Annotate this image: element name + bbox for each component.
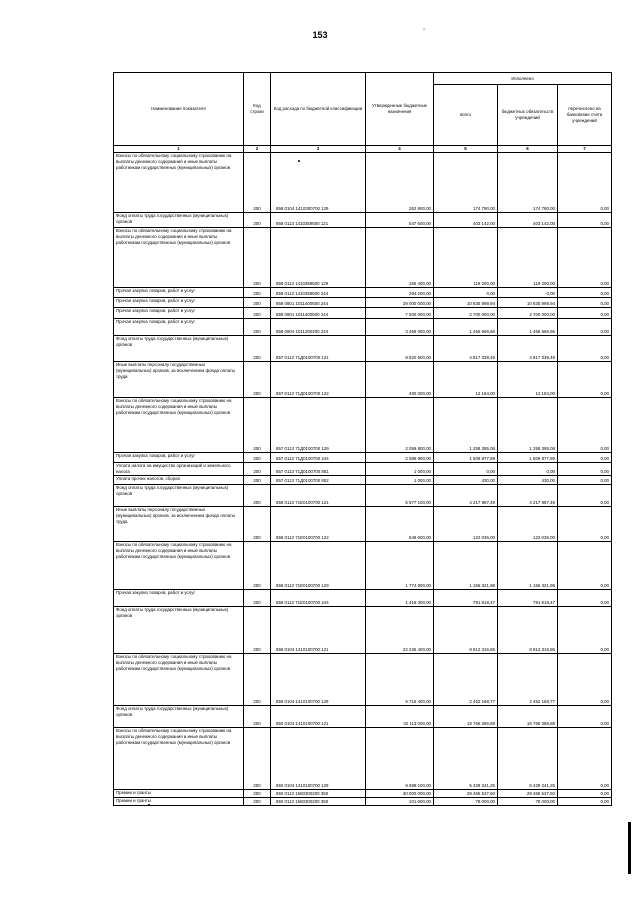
row-transferred-cell: 0,00 xyxy=(558,542,612,590)
row-budget-cell: 12 184,00 xyxy=(498,362,558,398)
row-budget-cell: 430,00 xyxy=(498,476,558,485)
row-total-cell: 29 465 537,60 xyxy=(434,790,498,798)
row-transferred-cell: 0,00 xyxy=(558,336,612,362)
table-row xyxy=(114,590,612,607)
row-total-cell: 174 790,00 xyxy=(434,153,498,213)
row-code-cell: 200 xyxy=(244,607,271,654)
row-total-cell: 2 700 000,00 xyxy=(434,308,498,319)
row-budget-cell: 122 036,00 xyxy=(498,507,558,542)
row-budget-cell: 119 200,00 xyxy=(498,228,558,288)
row-total-cell: 4 217 987,49 xyxy=(434,485,498,507)
row-budget-cell: 78 000,00 xyxy=(498,798,558,806)
header-approved: Утвержденные бюджетные назначения xyxy=(366,73,434,146)
row-total-cell: 122 036,00 xyxy=(434,507,498,542)
table-row xyxy=(114,463,612,476)
report-table xyxy=(113,72,612,806)
table-row xyxy=(114,453,612,463)
table-row xyxy=(114,706,612,728)
scan-edge-bar xyxy=(628,822,631,874)
row-total-cell: 1 258 395,08 xyxy=(434,398,498,453)
row-approved-cell: 101 600,00 xyxy=(366,798,434,806)
row-approved-cell: 29 000 000,00 xyxy=(366,298,434,308)
row-code-cell: 200 xyxy=(244,463,271,476)
row-class-cell: 860 0104 1410100700 129 xyxy=(271,728,366,790)
row-transferred-cell: 0,00 xyxy=(558,798,612,806)
row-name-cell: Прочая закупка товаров, работ и услуг xyxy=(114,453,244,463)
row-class-cell: 858 0104 1410300700 129 xyxy=(271,153,366,213)
row-approved-cell: 294 200,00 xyxy=(366,288,434,298)
row-transferred-cell: 0,00 xyxy=(558,607,612,654)
row-code-cell: 200 xyxy=(244,798,271,806)
row-budget-cell: 4 817 039,49 xyxy=(498,336,558,362)
row-name-cell: Премии и гранты xyxy=(114,790,244,798)
table-row xyxy=(114,362,612,398)
table-row xyxy=(114,607,612,654)
row-code-cell: 200 xyxy=(244,336,271,362)
row-name-cell: Фонд оплаты труда государственных (муниципальных) органов xyxy=(114,607,244,654)
row-budget-cell: 1 258 395,08 xyxy=(498,398,558,453)
row-total-cell: 791 818,47 xyxy=(434,590,498,607)
table-row xyxy=(114,542,612,590)
row-total-cell: 2 452 168,77 xyxy=(434,654,498,706)
scan-mark: › xyxy=(423,27,425,33)
header-row-code: Код строки xyxy=(244,73,271,146)
row-budget-cell: 1 466 666,66 xyxy=(498,319,558,336)
column-number: 2 xyxy=(244,146,271,153)
row-class-cell: 857 0113 71Д0100700 129 xyxy=(271,398,366,453)
row-total-cell: 119 200,00 xyxy=(434,228,498,288)
row-class-cell: 858 0113 1410359500 244 xyxy=(271,288,366,298)
row-name-cell: Фонд оплаты труда государственных (муниципальных) органов xyxy=(114,213,244,228)
row-class-cell: 858 0113 71Е0100700 129 xyxy=(271,542,366,590)
header-executed: Исполнено xyxy=(434,73,612,85)
row-code-cell: 200 xyxy=(244,298,271,308)
row-name-cell: Иные выплаты персоналу государственных (муниципальных) органов, за исключением фонда оплаты труда xyxy=(114,507,244,542)
row-budget-cell: 2 452 168,77 xyxy=(498,654,558,706)
row-total-cell: 4 817 039,49 xyxy=(434,336,498,362)
row-class-cell: 858 0113 71Е0100700 244 xyxy=(271,590,366,607)
column-number: 5 xyxy=(434,146,498,153)
table-row xyxy=(114,319,612,336)
row-transferred-cell: 0,00 xyxy=(558,485,612,507)
row-approved-cell: 5 877 100,00 xyxy=(366,485,434,507)
scan-dot xyxy=(148,804,150,806)
row-class-cell: 860 0113 1560300200 350 xyxy=(271,798,366,806)
row-name-cell: Прочая закупка товаров, работ и услуг xyxy=(114,288,244,298)
row-name-cell: Взносы по обязательному социальному страхованию на выплаты денежного содержания и иные выплаты работникам государственных (муниципальных) органов xyxy=(114,398,244,453)
row-approved-cell: 549 600,00 xyxy=(366,507,434,542)
row-approved-cell: 1 000,00 xyxy=(366,463,434,476)
row-class-cell: 858 0801 1011400500 244 xyxy=(271,298,366,308)
row-budget-cell: 0,00 xyxy=(498,288,558,298)
row-code-cell: 200 xyxy=(244,542,271,590)
table-row xyxy=(114,228,612,288)
row-code-cell: 200 xyxy=(244,228,271,288)
row-name-cell: Иные выплаты персоналу государственных (муниципальных) органов, за исключением фонда оплаты труда xyxy=(114,362,244,398)
row-name-cell: Прочая закупка товаров, работ и услуг xyxy=(114,308,244,319)
row-budget-cell: 10 835 999,94 xyxy=(498,298,558,308)
row-transferred-cell: 0,00 xyxy=(558,308,612,319)
row-approved-cell: 6 715 400,00 xyxy=(366,654,434,706)
row-approved-cell: 262 900,00 xyxy=(366,153,434,213)
row-class-cell: 858 0113 1410359500 129 xyxy=(271,228,366,288)
row-name-cell: Фонд оплаты труда государственных (муниципальных) органов xyxy=(114,336,244,362)
row-class-cell: 859 0104 1410100700 129 xyxy=(271,654,366,706)
row-total-cell: 1 156 321,98 xyxy=(434,542,498,590)
row-approved-cell: 547 600,00 xyxy=(366,213,434,228)
row-class-cell: 858 0801 1011400500 244 xyxy=(271,308,366,319)
row-transferred-cell: 0,00 xyxy=(558,298,612,308)
column-numbers-row xyxy=(114,146,612,153)
row-approved-cell: 1 774 900,00 xyxy=(366,542,434,590)
row-class-cell: 858 0804 1011200200 244 xyxy=(271,319,366,336)
header-budget-obligations: бюджетных обязательств учреждений xyxy=(498,85,558,146)
row-name-cell: Прочая закупка товаров, работ и услуг xyxy=(114,298,244,308)
row-total-cell: 0,00 xyxy=(434,288,498,298)
row-transferred-cell: 0,00 xyxy=(558,507,612,542)
table-row xyxy=(114,476,612,485)
table-row xyxy=(114,654,612,706)
row-code-cell: 200 xyxy=(244,476,271,485)
row-total-cell: 5 429 241,25 xyxy=(434,728,498,790)
table-row xyxy=(114,485,612,507)
row-approved-cell: 3 459 000,00 xyxy=(366,319,434,336)
row-total-cell: 12 184,00 xyxy=(434,362,498,398)
row-code-cell: 200 xyxy=(244,308,271,319)
row-approved-cell: 2 059 800,00 xyxy=(366,398,434,453)
row-total-cell: 0,00 xyxy=(434,463,498,476)
row-transferred-cell: 0,00 xyxy=(558,398,612,453)
row-class-cell: 858 0113 1410359500 121 xyxy=(271,213,366,228)
row-name-cell: Фонд оплаты труда государственных (муниципальных) органов xyxy=(114,485,244,507)
row-name-cell: Прочая закупка товаров, работ и услуг xyxy=(114,590,244,607)
row-name-cell: Взносы по обязательному социальному страхованию на выплаты денежного содержания и иные выплаты работникам государственных (муниципальных) органов xyxy=(114,542,244,590)
row-transferred-cell: 0,00 xyxy=(558,463,612,476)
row-budget-cell: 29 465 537,60 xyxy=(498,790,558,798)
column-number: 6 xyxy=(498,146,558,153)
row-total-cell: 18 766 386,88 xyxy=(434,706,498,728)
table-row xyxy=(114,298,612,308)
row-approved-cell: 480 300,00 xyxy=(366,362,434,398)
row-budget-cell: 5 429 241,25 xyxy=(498,728,558,790)
row-class-cell: 857 0113 71Д0100700 122 xyxy=(271,362,366,398)
row-class-cell: 860 0104 1410100700 121 xyxy=(271,706,366,728)
row-budget-cell: 174 790,00 xyxy=(498,153,558,213)
table-row xyxy=(114,398,612,453)
row-approved-cell: 8 820 500,00 xyxy=(366,336,434,362)
row-code-cell: 200 xyxy=(244,590,271,607)
row-total-cell: 10 835 999,94 xyxy=(434,298,498,308)
row-transferred-cell: 0,00 xyxy=(558,790,612,798)
row-name-cell: Уплата прочих налогов, сборов xyxy=(114,476,244,485)
row-code-cell: 200 xyxy=(244,213,271,228)
row-approved-cell: 22 236 400,00 xyxy=(366,607,434,654)
row-budget-cell: 4 217 987,49 xyxy=(498,485,558,507)
row-approved-cell: 165 400,00 xyxy=(366,228,434,288)
scan-dot xyxy=(298,160,300,162)
row-class-cell: 859 0104 1410100700 121 xyxy=(271,607,366,654)
row-budget-cell: 1 509 877,89 xyxy=(498,453,558,463)
table-row xyxy=(114,798,612,806)
row-code-cell: 200 xyxy=(244,453,271,463)
row-code-cell: 200 xyxy=(244,319,271,336)
row-approved-cell: 7 500 000,00 xyxy=(366,308,434,319)
row-budget-cell: 403 142,00 xyxy=(498,213,558,228)
row-budget-cell: 791 818,47 xyxy=(498,590,558,607)
row-code-cell: 200 xyxy=(244,654,271,706)
table-row xyxy=(114,213,612,228)
row-total-cell: 1 466 666,66 xyxy=(434,319,498,336)
row-code-cell: 200 xyxy=(244,153,271,213)
column-number: 1 xyxy=(114,146,244,153)
report-rows xyxy=(114,153,612,806)
row-total-cell: 430,00 xyxy=(434,476,498,485)
row-budget-cell: 2 700 000,00 xyxy=(498,308,558,319)
row-name-cell: Взносы по обязательному социальному страхованию на выплаты денежного содержания и иные выплаты работникам государственных (муниципальных) органов xyxy=(114,728,244,790)
row-budget-cell: 1 156 321,98 xyxy=(498,542,558,590)
header-total: всего xyxy=(434,85,498,146)
row-name-cell: Фонд оплаты труда государственных (муниципальных) органов xyxy=(114,706,244,728)
row-name-cell: Уплата налога на имущество организаций и земельного налога xyxy=(114,463,244,476)
row-total-cell: 403 142,00 xyxy=(434,213,498,228)
row-transferred-cell: 0,00 xyxy=(558,476,612,485)
row-code-cell: 200 xyxy=(244,398,271,453)
row-class-cell: 857 0113 71Д0100700 851 xyxy=(271,463,366,476)
row-transferred-cell: 0,00 xyxy=(558,228,612,288)
row-total-cell: 78 000,00 xyxy=(434,798,498,806)
row-transferred-cell: 0,00 xyxy=(558,153,612,213)
row-name-cell: Прочая закупка товаров, работ и услуг xyxy=(114,319,244,336)
table-row xyxy=(114,728,612,790)
row-transferred-cell: 0,00 xyxy=(558,728,612,790)
row-transferred-cell: 0,00 xyxy=(558,319,612,336)
row-class-cell: 857 0113 71Д0100700 244 xyxy=(271,453,366,463)
column-number: 4 xyxy=(366,146,434,153)
column-number: 3 xyxy=(271,146,366,153)
header-transferred: перечислено на банковские счета учреждений xyxy=(558,85,612,146)
row-budget-cell: 18 766 386,88 xyxy=(498,706,558,728)
row-budget-cell: 0,00 xyxy=(498,463,558,476)
row-name-cell: Взносы по обязательному социальному страхованию на выплаты денежного содержания и иные выплаты работникам государственных (муниципальных) органов xyxy=(114,228,244,288)
row-total-cell: 8 812 316,86 xyxy=(434,607,498,654)
row-class-cell: 860 0113 1560300200 350 xyxy=(271,790,366,798)
row-name-cell: Взносы по обязательному социальному страхованию на выплаты денежного содержания и иные выплаты работникам государственных (муниципальных) органов xyxy=(114,654,244,706)
row-approved-cell: 32 113 000,00 xyxy=(366,706,434,728)
row-transferred-cell: 0,00 xyxy=(558,590,612,607)
row-approved-cell: 30 000 000,00 xyxy=(366,790,434,798)
row-approved-cell: 1 000,00 xyxy=(366,476,434,485)
row-code-cell: 200 xyxy=(244,728,271,790)
row-approved-cell: 2 586 900,00 xyxy=(366,453,434,463)
row-code-cell: 200 xyxy=(244,507,271,542)
row-class-cell: 857 0113 71Д0100700 121 xyxy=(271,336,366,362)
header-class-code: Код расхода по бюджетной классификации xyxy=(271,73,366,146)
row-total-cell: 1 509 877,89 xyxy=(434,453,498,463)
row-transferred-cell: 0,00 xyxy=(558,706,612,728)
row-code-cell: 200 xyxy=(244,288,271,298)
row-code-cell: 200 xyxy=(244,706,271,728)
row-approved-cell: 1 418 300,00 xyxy=(366,590,434,607)
row-class-cell: 858 0113 71Е0100700 121 xyxy=(271,485,366,507)
row-transferred-cell: 0,00 xyxy=(558,654,612,706)
row-transferred-cell: 0,00 xyxy=(558,213,612,228)
row-code-cell: 200 xyxy=(244,790,271,798)
table-row xyxy=(114,790,612,798)
row-code-cell: 200 xyxy=(244,362,271,398)
table-row xyxy=(114,507,612,542)
row-transferred-cell: 0,00 xyxy=(558,453,612,463)
row-transferred-cell: 0,00 xyxy=(558,362,612,398)
row-approved-cell: 9 698 100,00 xyxy=(366,728,434,790)
table-row xyxy=(114,288,612,298)
header-name: Наименование показателя xyxy=(114,73,244,146)
row-class-cell: 857 0113 71Д0100700 852 xyxy=(271,476,366,485)
row-code-cell: 200 xyxy=(244,485,271,507)
table-row xyxy=(114,336,612,362)
table-row xyxy=(114,308,612,319)
row-name-cell: Взносы по обязательному социальному страхованию на выплаты денежного содержания и иные выплаты работникам государственных (муниципальных) органов xyxy=(114,153,244,213)
table-row xyxy=(114,153,612,213)
column-number: 7 xyxy=(558,146,612,153)
row-budget-cell: 8 812 316,86 xyxy=(498,607,558,654)
row-name-cell: Премии и гранты xyxy=(114,798,244,806)
row-transferred-cell: 0,00 xyxy=(558,288,612,298)
row-class-cell: 858 0113 71Е0100700 122 xyxy=(271,507,366,542)
page-number: 153 xyxy=(312,30,328,40)
